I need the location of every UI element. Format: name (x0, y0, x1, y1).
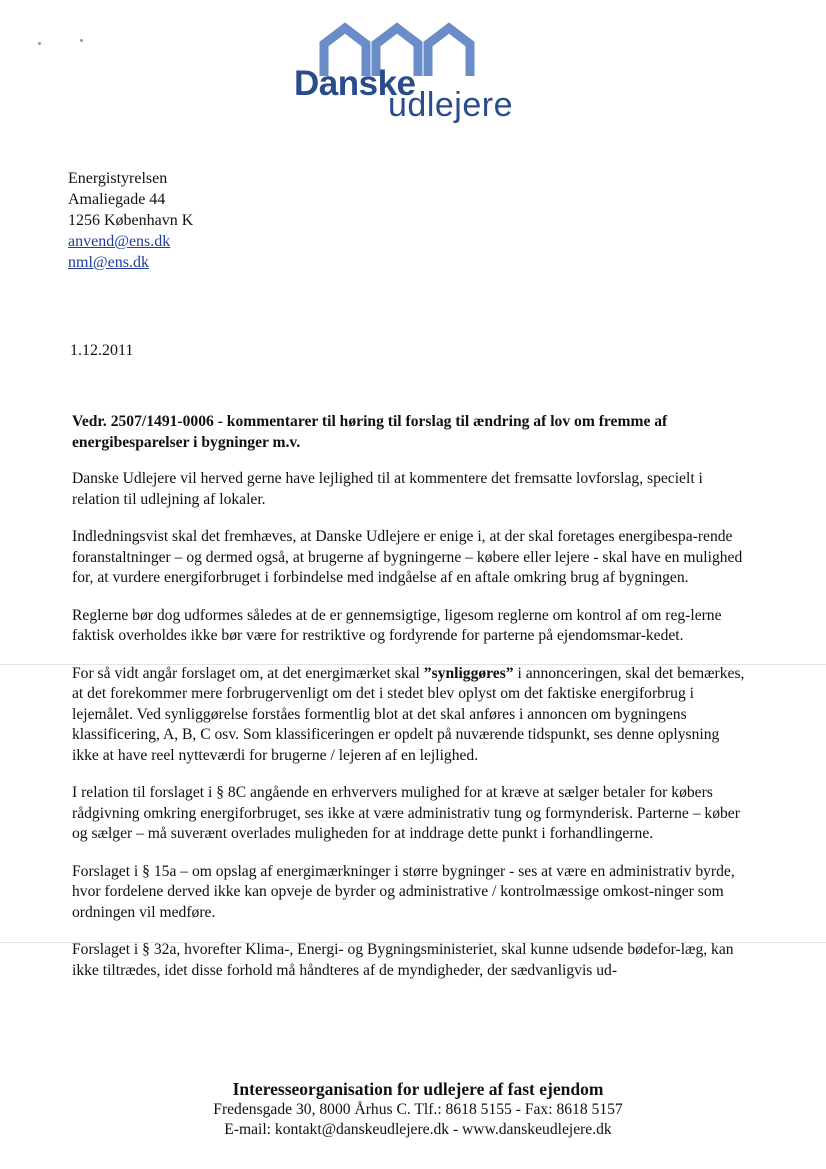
emphasis-text: ”synliggøres” (423, 664, 514, 682)
paragraph-text: For så vidt angår forslaget om, at det energimærket skal (72, 664, 424, 682)
paragraph-text: i annonceringen, skal det bemærkes, at det forekommer mere forbrugervenligt om det i stedet blev oplyst om det faktiske energiforbrug i lejemålet. Ved synliggørelse forståes formentlig blot at det skal anføres i annoncen om bygningens klassificering, A, B, C osv. Som klassificeringen er opdelt på nuværende tidspunkt, ses denne oplysning ikke at have reel nytteværdi for brugerne / lejeren af en lejlighed. (72, 664, 745, 764)
paragraph: Forslaget i § 15a – om opslag af energimærkninger i større bygninger - ses at være en administrativ byrde, hvor fordelene derved ikke kan opveje de byrder og administrative / kontrolmæssige omkost-ninger som ordningen vil medføre. (72, 862, 735, 921)
paragraph: I relation til forslaget i § 8C angående en erhververs mulighed for at kræve at sælger betaler for købers rådgivning omkring energiforbruget, ses ikke at være administrativ tung og formynderisk. Parterne – køber og sælger – må suverænt overlades muligheden for at inddrage dette punkt i forhandlingerne. (72, 784, 740, 842)
footer-organisation: Interesseorganisation for udlejere af fast ejendom (232, 1079, 604, 1099)
letter-date: 1.12.2011 (70, 342, 134, 359)
recipient-name: Energistyrelsen (68, 170, 168, 187)
logo-word-danske: Danske (294, 64, 416, 103)
letter-subject: Vedr. 2507/1491-0006 - kommentarer til høring til forslag til ændring af lov om fremme af energibesparelser i bygninger m.v. (72, 413, 668, 451)
danske-udlejere-logo (290, 18, 540, 124)
letter-body (72, 412, 750, 998)
paragraph: Indledningsvist skal det fremhæves, at Danske Udlejere er enige i, at der skal foretages energibespa-rende foranstaltninger – og dermed også, at brugerne af bygningerne – købere eller lejere - skal have en mulighed for, at vurdere energiforbruget i forbindelse med indgåelse af en aftale omkring brug af bygningen. (72, 528, 743, 586)
recipient-email-link[interactable]: anvend@ens.dk (68, 233, 171, 250)
paragraph: Reglerne bør dog udformes således at de er gennemsigtige, ligesom reglerne om kontrol af om reg-lerne faktisk overholdes ikke bør være for restriktive og fordyrende for parterne på ejendomsmar-kedet. (72, 606, 722, 644)
recipient-city: 1256 København K (68, 212, 194, 229)
recipient-address (68, 168, 193, 273)
footer-address: Fredensgade 30, 8000 Århus C. Tlf.: 8618 5155 - Fax: 8618 5157 (213, 1101, 623, 1118)
scan-speck (38, 42, 41, 45)
letterhead-footer (100, 1078, 736, 1140)
paragraph: Forslaget i § 32a, hvorefter Klima-, Energi- og Bygningsministeriet, skal kunne udsende bødefor-læg, kan ikke tiltrædes, idet disse forhold må håndteres af de myndigheder, der sædvanligvis ud- (72, 941, 734, 979)
scan-speck (80, 39, 83, 42)
recipient-email-link[interactable]: nml@ens.dk (68, 254, 149, 271)
recipient-street: Amaliegade 44 (68, 191, 166, 208)
footer-contact: E-mail: kontakt@danskeudlejere.dk - www.danskeudlejere.dk (224, 1121, 612, 1138)
paragraph: Danske Udlejere vil herved gerne have lejlighed til at kommentere det fremsatte lovforslag, specielt i relation til udlejning af lokaler. (72, 470, 703, 508)
logo-word-udlejere: udlejere (388, 86, 513, 124)
paragraph (72, 664, 750, 767)
